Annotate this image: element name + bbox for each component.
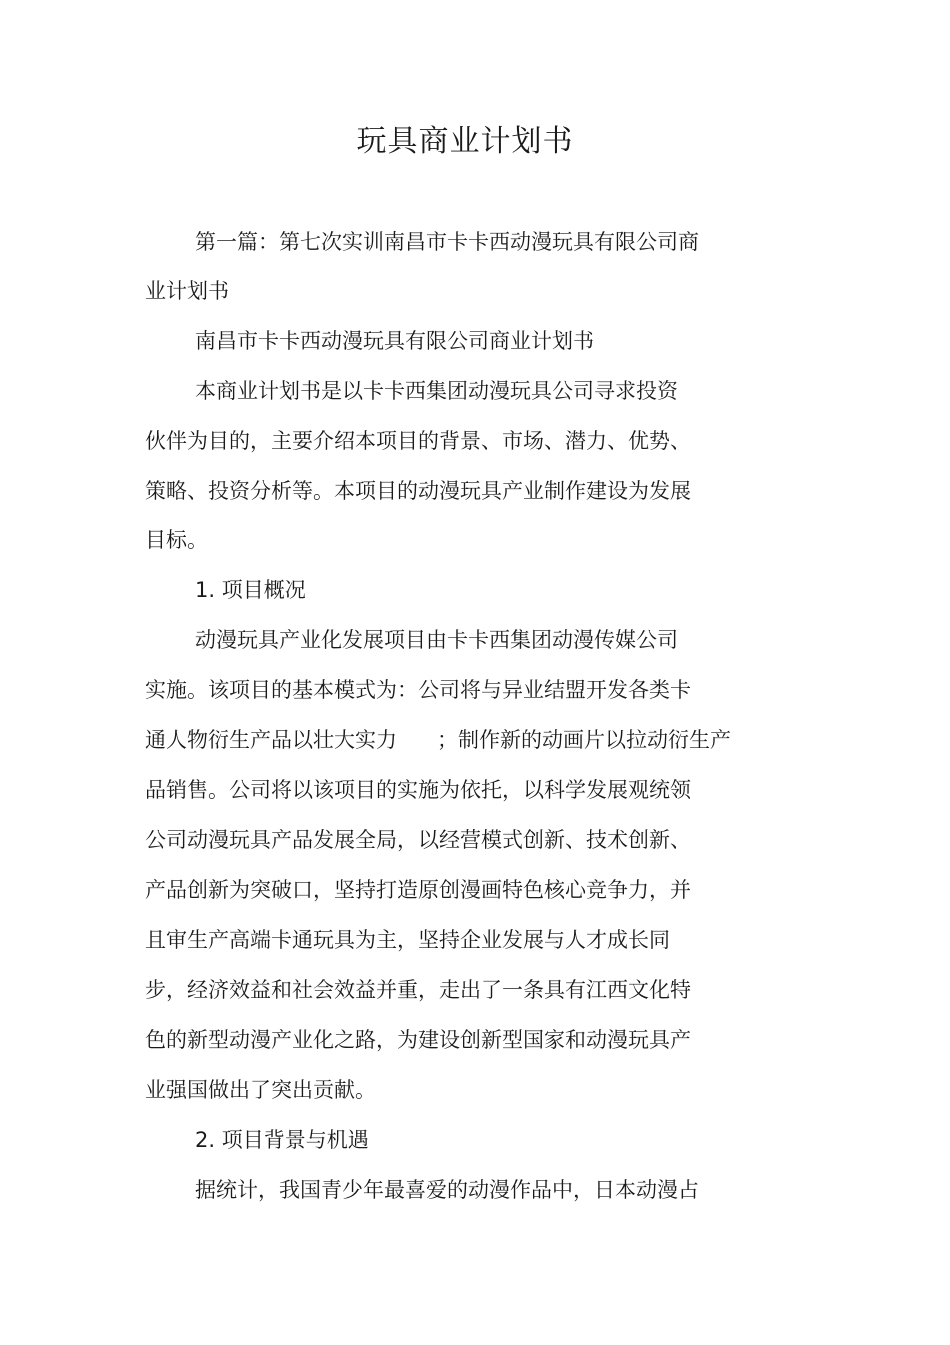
paragraph-line: 产品创新为突破口，坚持打造原创漫画特色核心竞争力，并 (145, 878, 691, 902)
paragraph-line: 公司动漫玩具产品发展全局，以经营模式创新、技术创新、 (145, 828, 691, 852)
paragraph-line: 本商业计划书是以卡卡西集团动漫玩具公司寻求投资 (195, 379, 678, 403)
section-heading: 1. 项目概况 (195, 578, 306, 602)
paragraph-line: 品销售。公司将以该项目的实施为依托，以科学发展观统领 (145, 778, 691, 802)
paragraph-line: 步，经济效益和社会效益并重，走出了一条具有江西文化特 (145, 978, 691, 1002)
line-segment: 通人物衍生产品以壮大实力 (145, 728, 397, 752)
paragraph-line (145, 725, 731, 755)
paragraph-line: 第一篇：第七次实训南昌市卡卡西动漫玩具有限公司商 (195, 230, 699, 254)
paragraph-line: 策略、投资分析等。本项目的动漫玩具产业制作建设为发展 (145, 479, 691, 503)
document-title: 玩具商业计划书 (356, 124, 574, 159)
paragraph-line: 色的新型动漫产业化之路，为建设创新型国家和动漫玩具产 (145, 1028, 691, 1052)
paragraph-line: 伙伴为目的，主要介绍本项目的背景、市场、潜力、优势、 (145, 429, 691, 453)
paragraph-line: 南昌市卡卡西动漫玩具有限公司商业计划书 (195, 329, 594, 353)
paragraph-line: 且审生产高端卡通玩具为主，坚持企业发展与人才成长同 (145, 928, 670, 952)
paragraph-line: 业计划书 (145, 279, 229, 303)
paragraph-line: 实施。该项目的基本模式为：公司将与异业结盟开发各类卡 (145, 678, 691, 702)
paragraph-line: 目标。 (145, 528, 208, 552)
paragraph-line: 据统计，我国青少年最喜爱的动漫作品中，日本动漫占 (195, 1178, 699, 1202)
paragraph-line: 动漫玩具产业化发展项目由卡卡西集团动漫传媒公司 (195, 628, 678, 652)
paragraph-line: 业强国做出了突出贡献。 (145, 1078, 376, 1102)
section-heading: 2. 项目背景与机遇 (195, 1128, 369, 1152)
line-segment: ；制作新的动画片以拉动衍生产 (437, 728, 731, 752)
